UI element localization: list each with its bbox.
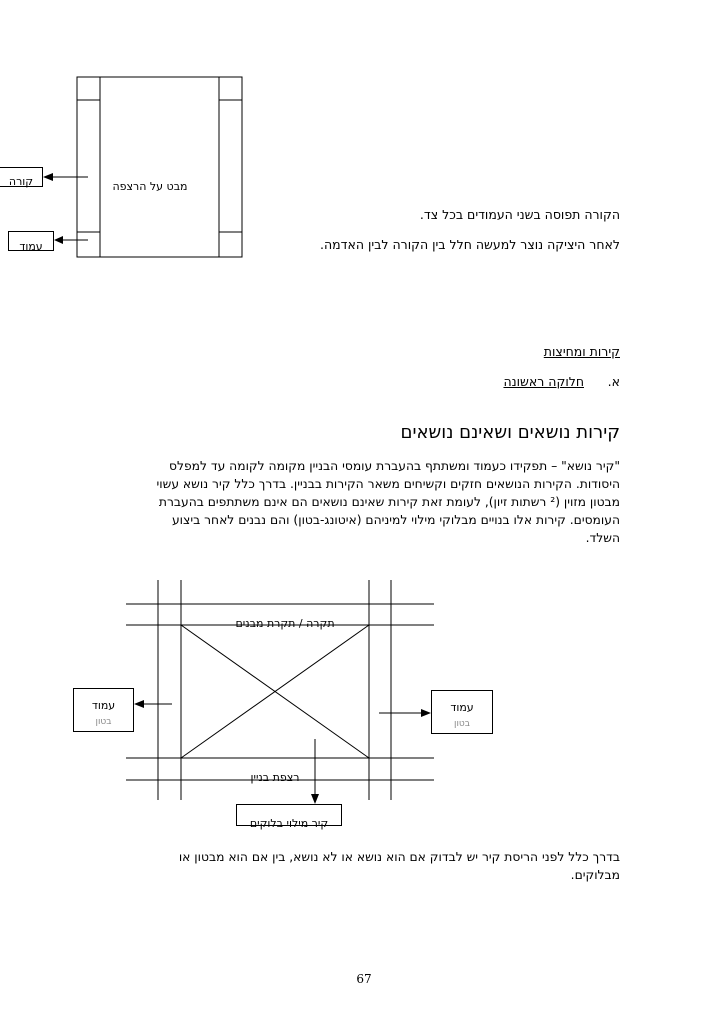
floor-label: רצפת בניין [250,771,300,784]
infill-wall-box [236,804,342,830]
subsection-title: חלוקה ראשונה [503,374,584,389]
left-column-box [73,688,134,732]
beam-note-2: לאחר היציקה נוצר למעשה חלל בין הקורה לבין האדמה. [320,237,620,252]
infill-wall-label: קיר מילוי בלוקים [249,817,329,830]
right-column-box [431,690,493,734]
beam-note-1: הקורה תפוסה בשני העמודים בכל צד. [419,207,620,222]
closing-line-1: בדרך כלל לפני הריסת קיר יש לבדוק אם הוא נושא או לא נושא, בין אם הוא מבטון או [178,850,620,864]
paragraph-line-3: מבטון מזוין (² רשתות זיון), לעומת זאת קירות שאינם נושאים הם אינם משתתפים בהעברת [158,495,620,509]
right-column-label: עמוד [450,701,474,714]
section-heading: קירות ומחיצות [543,344,620,359]
column-label: עמוד [19,240,43,253]
paragraph-line-5: השלד. [585,531,620,545]
left-column-label: עמוד [91,699,116,712]
floor-plan-label: מבט על הרצפה [112,180,188,193]
beam-label: קורה [8,175,34,188]
paragraph-line-2: היסודות. הקירות הנושאים חזקים וקשיחים משאר הקירות בבניין. בדרך כלל קיר נושא עשוי [156,477,620,491]
ceiling-label: תקרה / תקרת מבנים [235,617,335,630]
right-column-sub: בטון [454,719,470,729]
main-heading: קירות נושאים ושאינם נושאים [400,422,620,443]
subsection-letter: א. [607,374,620,389]
paragraph-line-4: העומסים. קירות אלו בנויים מבלוקי מילוי למיניהם (איטונג-בטון) והם נבנים לאחר ביצוע [171,513,620,527]
left-column-sub: בטון [95,717,112,727]
page-number: 67 [356,972,372,986]
closing-line-2: מבלוקים. [570,868,620,882]
paragraph-line-1: "קיר נושא" – תפקידו כעמוד ומשתתף בהעברת עומסי הבניין מקומה לקומה עד למפלס [168,459,620,473]
